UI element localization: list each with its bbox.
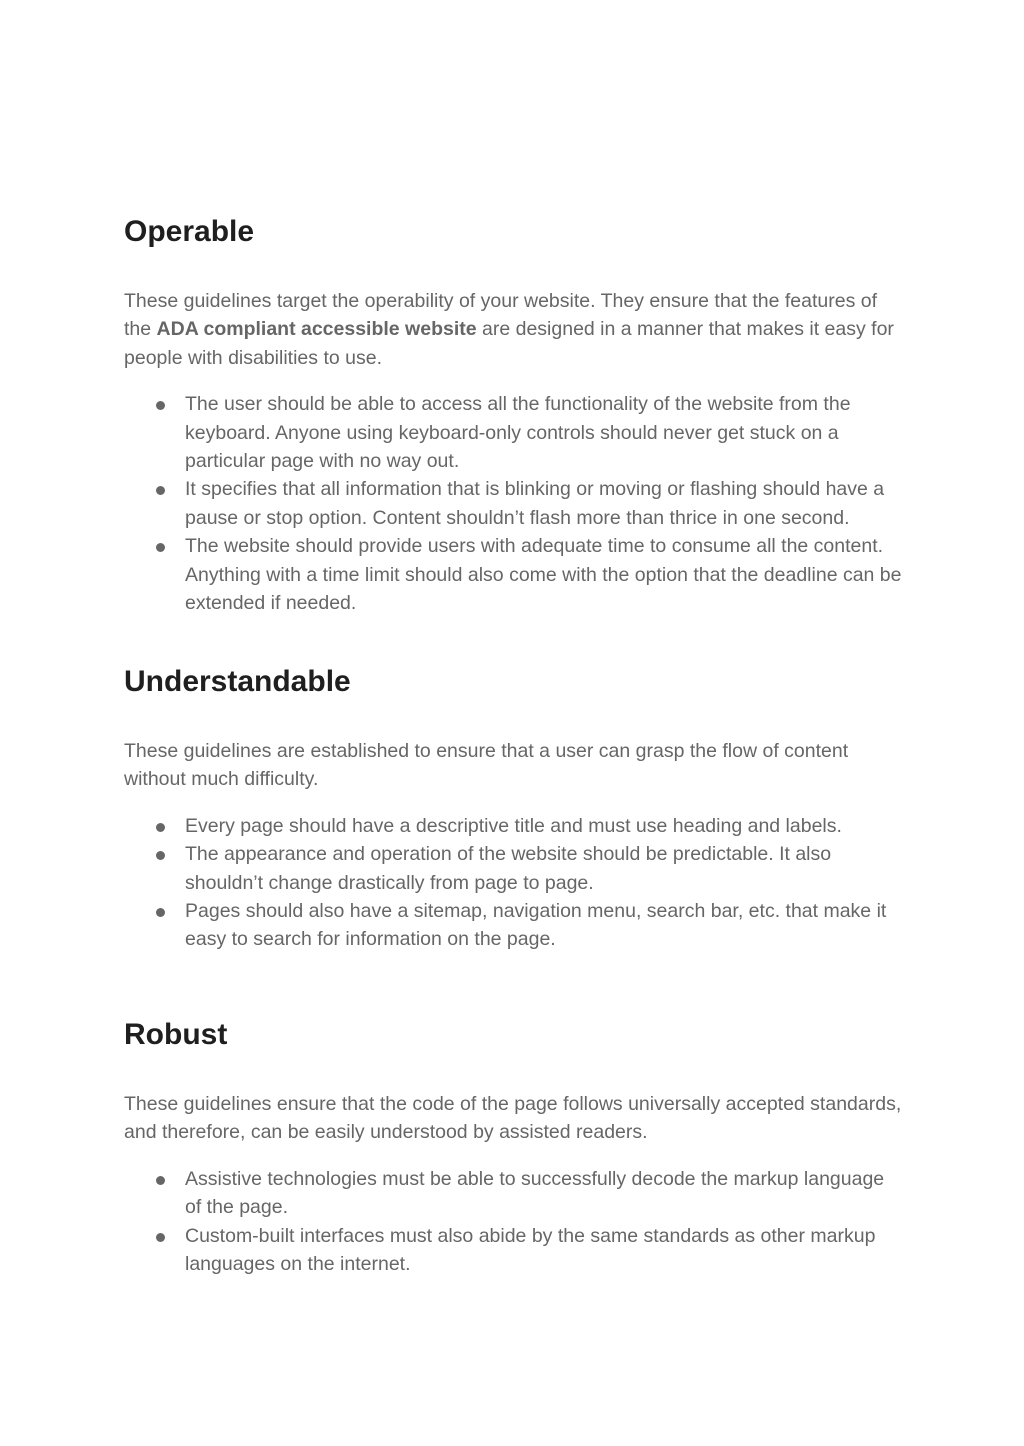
bullet-icon [156,486,165,495]
list-item [124,1165,904,1222]
list-item [124,532,904,617]
intro-text-start: These guidelines target the operability of your website. They ensure that the features of the [124,290,878,341]
bullet-icon [156,908,165,917]
bullet-icon [156,401,165,410]
section-robust [124,1017,904,1278]
list-item-text: The website should provide users with adequate time to consume all the content. Anything with a time limit should also come with the option that the deadline can be extended if needed. [185,535,902,615]
bullet-icon [156,543,165,552]
bullet-list-robust [124,1165,904,1279]
list-item [124,897,904,954]
list-item [124,840,904,897]
section-heading-understandable: Understandable [124,665,351,698]
list-item-text: Assistive technologies must be able to successfully decode the markup language of the page. [185,1167,885,1219]
section-intro-operable [124,287,904,372]
list-item-text: The appearance and operation of the website should be predictable. It also shouldn’t change drastically from page to page. [185,843,832,894]
section-intro-understandable: These guidelines are established to ensure that a user can grasp the flow of content without much difficulty. [124,740,849,791]
section-operable [124,214,904,617]
section-heading-robust: Robust [124,1018,228,1051]
bullet-list-understandable [124,812,904,954]
list-item-text: The user should be able to access all the functionality of the website from the keyboard. Anyone using keyboard-only controls should never get stuck on a particular page with no way out. [185,393,851,473]
section-heading-operable: Operable [124,215,255,248]
list-item-text: Pages should also have a sitemap, navigation menu, search bar, etc. that make it easy to search for information on the page. [185,900,887,951]
bullet-icon [156,823,165,832]
list-item [124,812,904,840]
list-item-text: Every page should have a descriptive title and must use heading and labels. [185,814,842,837]
list-item [124,1222,904,1279]
bullet-icon [156,851,165,860]
intro-text-end: are designed in a manner that makes it easy for people with disabilities to use. [124,318,894,369]
bullet-list-operable [124,390,904,617]
intro-bold-phrase: ADA compliant accessible website [156,318,477,341]
list-item-text: It specifies that all information that is blinking or moving or flashing should have a pause or stop option. Content shouldn’t flash more than thrice in one second. [185,478,885,529]
list-item [124,475,904,532]
list-item-text: Custom-built interfaces must also abide by the same standards as other markup languages on the internet. [185,1224,876,1276]
section-understandable [124,664,904,954]
list-item [124,390,904,475]
section-intro-robust: These guidelines ensure that the code of the page follows universally accepted standards, and therefore, can be easily understood by assisted readers. [124,1093,902,1144]
bullet-icon [156,1176,165,1185]
bullet-icon [156,1233,165,1242]
